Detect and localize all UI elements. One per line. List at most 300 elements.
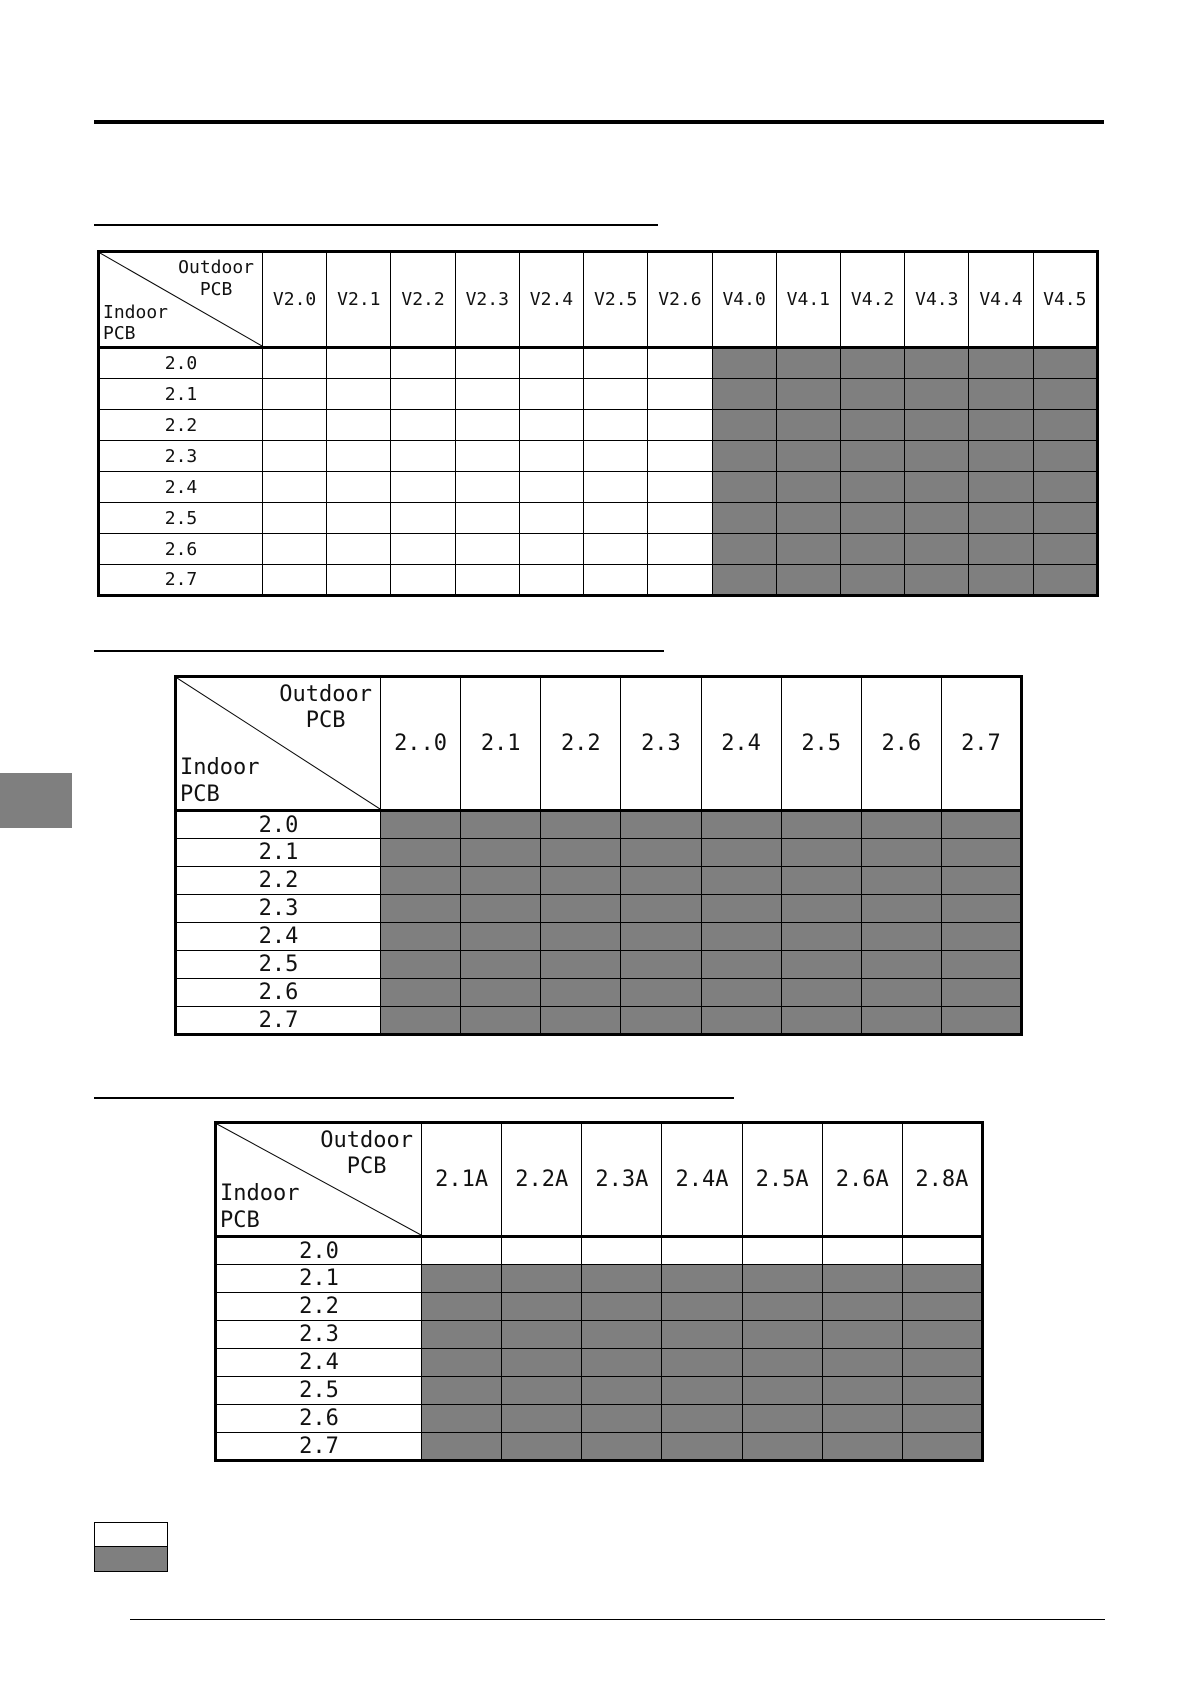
- incompatible-cell: [712, 503, 776, 534]
- compatible-cell: [584, 503, 648, 534]
- incompatible-cell: [861, 811, 941, 839]
- column-header-outdoor-version: 2.6A: [822, 1123, 902, 1237]
- incompatible-cell: [969, 379, 1033, 410]
- incompatible-cell: [1033, 441, 1097, 472]
- incompatible-cell: [776, 379, 840, 410]
- incompatible-cell: [701, 811, 781, 839]
- incompatible-cell: [1033, 410, 1097, 441]
- incompatible-cell: [712, 348, 776, 379]
- row-header-indoor-version: 2.4: [176, 923, 381, 951]
- table-row: [99, 534, 1098, 565]
- table-row: [176, 895, 1022, 923]
- incompatible-cell: [701, 839, 781, 867]
- incompatible-cell: [701, 951, 781, 979]
- incompatible-cell: [781, 811, 861, 839]
- column-header-outdoor-version: 2..0: [381, 677, 461, 811]
- incompatible-cell: [840, 565, 904, 596]
- row-header-indoor-version: 2.5: [216, 1377, 422, 1405]
- incompatible-cell: [582, 1433, 662, 1461]
- incompatible-cell: [701, 867, 781, 895]
- legend-compatible-swatch: [94, 1522, 168, 1548]
- header-rule: [94, 120, 1104, 124]
- compatible-cell: [519, 379, 583, 410]
- incompatible-cell: [712, 565, 776, 596]
- incompatible-cell: [1033, 348, 1097, 379]
- incompatible-cell: [502, 1433, 582, 1461]
- compatible-cell: [584, 410, 648, 441]
- incompatible-cell: [781, 839, 861, 867]
- column-header-outdoor-version: 2.3: [621, 677, 701, 811]
- indoor-label-line: PCB: [180, 781, 220, 807]
- incompatible-cell: [822, 1293, 902, 1321]
- compatibility-table-1: [97, 250, 1099, 597]
- outdoor-pcb-label: [320, 1128, 413, 1181]
- compatible-cell: [455, 565, 519, 596]
- indoor-label-line: PCB: [220, 1207, 260, 1233]
- incompatible-cell: [621, 923, 701, 951]
- section-3-title-underline: [94, 1097, 734, 1099]
- incompatible-cell: [422, 1321, 502, 1349]
- row-header-indoor-version: 2.5: [99, 503, 263, 534]
- incompatible-cell: [541, 979, 621, 1007]
- compatible-cell: [391, 379, 455, 410]
- incompatible-cell: [941, 1007, 1021, 1035]
- column-header-outdoor-version: V4.0: [712, 252, 776, 348]
- incompatible-cell: [712, 441, 776, 472]
- incompatible-cell: [822, 1265, 902, 1293]
- row-header-indoor-version: 2.0: [99, 348, 263, 379]
- table-row: [216, 1321, 983, 1349]
- incompatible-cell: [662, 1293, 742, 1321]
- compatible-cell: [519, 503, 583, 534]
- table-row: [176, 811, 1022, 839]
- row-header-indoor-version: 2.2: [99, 410, 263, 441]
- compatible-cell: [648, 472, 712, 503]
- row-header-indoor-version: 2.0: [216, 1237, 422, 1265]
- column-header-outdoor-version: V2.1: [327, 252, 391, 348]
- compatible-cell: [327, 565, 391, 596]
- row-header-indoor-version: 2.2: [216, 1293, 422, 1321]
- incompatible-cell: [776, 348, 840, 379]
- row-header-indoor-version: 2.3: [99, 441, 263, 472]
- incompatible-cell: [662, 1349, 742, 1377]
- column-header-outdoor-version: V2.5: [584, 252, 648, 348]
- incompatible-cell: [902, 1293, 982, 1321]
- incompatible-cell: [776, 534, 840, 565]
- table-row: [216, 1237, 983, 1265]
- incompatible-cell: [905, 348, 969, 379]
- incompatible-cell: [1033, 472, 1097, 503]
- table-row: [99, 379, 1098, 410]
- compatible-cell: [327, 441, 391, 472]
- incompatible-cell: [902, 1377, 982, 1405]
- incompatible-cell: [905, 379, 969, 410]
- incompatible-cell: [502, 1321, 582, 1349]
- legend-incompatible-swatch: [94, 1546, 168, 1572]
- column-header-outdoor-version: 2.6: [861, 677, 941, 811]
- incompatible-cell: [662, 1265, 742, 1293]
- compatible-cell: [391, 503, 455, 534]
- incompatible-cell: [662, 1321, 742, 1349]
- incompatible-cell: [541, 867, 621, 895]
- incompatible-cell: [861, 1007, 941, 1035]
- corner-header-cell: [99, 252, 263, 348]
- table-row: [99, 348, 1098, 379]
- compatible-cell: [263, 410, 327, 441]
- incompatible-cell: [776, 441, 840, 472]
- column-header-outdoor-version: 2.1: [461, 677, 541, 811]
- incompatible-cell: [905, 565, 969, 596]
- outdoor-label-line: Outdoor: [178, 257, 254, 278]
- row-header-indoor-version: 2.4: [99, 472, 263, 503]
- incompatible-cell: [969, 441, 1033, 472]
- incompatible-cell: [502, 1405, 582, 1433]
- header-row: [216, 1123, 983, 1237]
- incompatible-cell: [582, 1265, 662, 1293]
- incompatible-cell: [582, 1321, 662, 1349]
- incompatible-cell: [941, 979, 1021, 1007]
- row-header-indoor-version: 2.1: [216, 1265, 422, 1293]
- incompatible-cell: [902, 1405, 982, 1433]
- incompatible-cell: [381, 867, 461, 895]
- compatible-cell: [519, 534, 583, 565]
- chapter-side-tab: [0, 773, 72, 828]
- compatible-cell: [584, 565, 648, 596]
- column-header-outdoor-version: V4.5: [1033, 252, 1097, 348]
- incompatible-cell: [969, 534, 1033, 565]
- incompatible-cell: [776, 565, 840, 596]
- compatibility-table-2: [174, 675, 1023, 1036]
- incompatible-cell: [502, 1293, 582, 1321]
- incompatible-cell: [461, 867, 541, 895]
- column-header-outdoor-version: V2.6: [648, 252, 712, 348]
- table-row: [216, 1377, 983, 1405]
- column-header-outdoor-version: 2.4A: [662, 1123, 742, 1237]
- compatible-cell: [263, 565, 327, 596]
- incompatible-cell: [422, 1293, 502, 1321]
- incompatible-cell: [381, 811, 461, 839]
- compatible-cell: [263, 534, 327, 565]
- table-row: [176, 951, 1022, 979]
- incompatible-cell: [381, 895, 461, 923]
- compatible-cell: [822, 1237, 902, 1265]
- incompatible-cell: [621, 867, 701, 895]
- footer-rule: [130, 1619, 1105, 1620]
- compatible-cell: [327, 410, 391, 441]
- column-header-outdoor-version: 2.1A: [422, 1123, 502, 1237]
- incompatible-cell: [662, 1433, 742, 1461]
- incompatible-cell: [941, 811, 1021, 839]
- compatible-cell: [455, 410, 519, 441]
- row-header-indoor-version: 2.6: [99, 534, 263, 565]
- compatible-cell: [648, 410, 712, 441]
- header-row: [99, 252, 1098, 348]
- table-row: [176, 923, 1022, 951]
- incompatible-cell: [776, 503, 840, 534]
- incompatible-cell: [781, 867, 861, 895]
- compatible-cell: [455, 348, 519, 379]
- incompatible-cell: [461, 979, 541, 1007]
- incompatible-cell: [861, 895, 941, 923]
- compatible-cell: [902, 1237, 982, 1265]
- compatible-cell: [455, 534, 519, 565]
- incompatible-cell: [822, 1405, 902, 1433]
- incompatible-cell: [781, 895, 861, 923]
- table-row: [99, 472, 1098, 503]
- table-row: [99, 410, 1098, 441]
- incompatible-cell: [541, 811, 621, 839]
- incompatible-cell: [701, 923, 781, 951]
- indoor-pcb-label: [220, 1181, 299, 1234]
- incompatible-cell: [776, 472, 840, 503]
- indoor-label-line: Indoor: [103, 301, 169, 323]
- compatible-cell: [422, 1237, 502, 1265]
- incompatible-cell: [1033, 379, 1097, 410]
- incompatible-cell: [941, 839, 1021, 867]
- column-header-outdoor-version: V2.0: [263, 252, 327, 348]
- incompatible-cell: [422, 1405, 502, 1433]
- incompatible-cell: [822, 1349, 902, 1377]
- column-header-outdoor-version: 2.8A: [902, 1123, 982, 1237]
- outdoor-label-line: PCB: [305, 708, 346, 734]
- table-row: [176, 839, 1022, 867]
- row-header-indoor-version: 2.6: [176, 979, 381, 1007]
- incompatible-cell: [502, 1349, 582, 1377]
- incompatible-cell: [621, 811, 701, 839]
- table-row: [216, 1293, 983, 1321]
- incompatible-cell: [461, 1007, 541, 1035]
- incompatible-cell: [621, 1007, 701, 1035]
- outdoor-label-line: PCB: [346, 1154, 387, 1180]
- compatible-cell: [391, 410, 455, 441]
- column-header-outdoor-version: 2.5: [781, 677, 861, 811]
- incompatible-cell: [582, 1293, 662, 1321]
- incompatible-cell: [621, 979, 701, 1007]
- incompatible-cell: [902, 1433, 982, 1461]
- compatible-cell: [519, 441, 583, 472]
- incompatible-cell: [1033, 503, 1097, 534]
- incompatible-cell: [861, 923, 941, 951]
- compatible-cell: [582, 1237, 662, 1265]
- compatible-cell: [327, 503, 391, 534]
- incompatible-cell: [712, 379, 776, 410]
- compatible-cell: [584, 472, 648, 503]
- compatible-cell: [263, 472, 327, 503]
- incompatible-cell: [781, 1007, 861, 1035]
- incompatible-cell: [712, 410, 776, 441]
- incompatible-cell: [742, 1321, 822, 1349]
- incompatible-cell: [969, 410, 1033, 441]
- column-header-outdoor-version: 2.2: [541, 677, 621, 811]
- column-header-outdoor-version: 2.4: [701, 677, 781, 811]
- incompatible-cell: [701, 1007, 781, 1035]
- incompatible-cell: [861, 839, 941, 867]
- table-row: [216, 1405, 983, 1433]
- compatible-cell: [391, 534, 455, 565]
- compatible-cell: [648, 348, 712, 379]
- incompatible-cell: [840, 472, 904, 503]
- row-header-indoor-version: 2.5: [176, 951, 381, 979]
- incompatible-cell: [969, 503, 1033, 534]
- indoor-pcb-label: [103, 302, 168, 345]
- incompatible-cell: [381, 951, 461, 979]
- compatible-cell: [519, 410, 583, 441]
- incompatible-cell: [541, 1007, 621, 1035]
- table-row: [99, 441, 1098, 472]
- row-header-indoor-version: 2.7: [99, 565, 263, 596]
- incompatible-cell: [381, 979, 461, 1007]
- compatible-cell: [455, 379, 519, 410]
- column-header-outdoor-version: 2.5A: [742, 1123, 822, 1237]
- incompatible-cell: [422, 1349, 502, 1377]
- compatible-cell: [662, 1237, 742, 1265]
- incompatible-cell: [662, 1405, 742, 1433]
- compatible-cell: [648, 565, 712, 596]
- incompatible-cell: [461, 811, 541, 839]
- incompatible-cell: [582, 1405, 662, 1433]
- incompatible-cell: [461, 923, 541, 951]
- incompatible-cell: [905, 441, 969, 472]
- header-row: [176, 677, 1022, 811]
- compatible-cell: [584, 441, 648, 472]
- outdoor-label-line: Outdoor: [320, 1128, 413, 1153]
- compatible-cell: [327, 472, 391, 503]
- table-row: [99, 503, 1098, 534]
- column-header-outdoor-version: 2.3A: [582, 1123, 662, 1237]
- section-1-title-underline: [94, 224, 658, 226]
- compatible-cell: [391, 472, 455, 503]
- compatible-cell: [455, 441, 519, 472]
- table-row: [216, 1265, 983, 1293]
- compatible-cell: [519, 472, 583, 503]
- column-header-outdoor-version: V2.3: [455, 252, 519, 348]
- incompatible-cell: [941, 895, 1021, 923]
- compatible-cell: [519, 565, 583, 596]
- incompatible-cell: [541, 839, 621, 867]
- incompatible-cell: [742, 1265, 822, 1293]
- outdoor-label-line: Outdoor: [279, 682, 372, 707]
- incompatible-cell: [381, 923, 461, 951]
- row-header-indoor-version: 2.3: [176, 895, 381, 923]
- incompatible-cell: [582, 1377, 662, 1405]
- incompatible-cell: [902, 1321, 982, 1349]
- compatible-cell: [502, 1237, 582, 1265]
- compatible-cell: [263, 348, 327, 379]
- compatible-cell: [327, 379, 391, 410]
- incompatible-cell: [621, 951, 701, 979]
- corner-header-cell: [176, 677, 381, 811]
- row-header-indoor-version: 2.7: [176, 1007, 381, 1035]
- column-header-outdoor-version: 2.2A: [502, 1123, 582, 1237]
- incompatible-cell: [822, 1321, 902, 1349]
- incompatible-cell: [905, 534, 969, 565]
- incompatible-cell: [969, 565, 1033, 596]
- incompatible-cell: [902, 1349, 982, 1377]
- column-header-outdoor-version: V4.2: [840, 252, 904, 348]
- column-header-outdoor-version: V4.3: [905, 252, 969, 348]
- compatible-cell: [648, 441, 712, 472]
- incompatible-cell: [840, 534, 904, 565]
- compatible-cell: [391, 348, 455, 379]
- row-header-indoor-version: 2.1: [176, 839, 381, 867]
- incompatible-cell: [861, 951, 941, 979]
- incompatible-cell: [502, 1377, 582, 1405]
- indoor-label-line: PCB: [103, 323, 136, 345]
- incompatible-cell: [541, 951, 621, 979]
- incompatible-cell: [781, 979, 861, 1007]
- compatible-cell: [648, 534, 712, 565]
- table-row: [216, 1349, 983, 1377]
- incompatible-cell: [941, 867, 1021, 895]
- incompatible-cell: [861, 867, 941, 895]
- incompatible-cell: [902, 1265, 982, 1293]
- row-header-indoor-version: 2.3: [216, 1321, 422, 1349]
- incompatible-cell: [712, 472, 776, 503]
- incompatible-cell: [969, 472, 1033, 503]
- incompatible-cell: [905, 472, 969, 503]
- incompatible-cell: [840, 379, 904, 410]
- compatible-cell: [455, 472, 519, 503]
- incompatible-cell: [1033, 565, 1097, 596]
- compatible-cell: [519, 348, 583, 379]
- column-header-outdoor-version: V4.1: [776, 252, 840, 348]
- compatible-cell: [455, 503, 519, 534]
- incompatible-cell: [621, 839, 701, 867]
- indoor-pcb-label: [180, 755, 259, 808]
- compatible-cell: [742, 1237, 822, 1265]
- incompatible-cell: [422, 1377, 502, 1405]
- incompatible-cell: [541, 923, 621, 951]
- incompatible-cell: [905, 410, 969, 441]
- incompatible-cell: [461, 839, 541, 867]
- column-header-outdoor-version: V4.4: [969, 252, 1033, 348]
- compatible-cell: [648, 503, 712, 534]
- incompatible-cell: [742, 1405, 822, 1433]
- row-header-indoor-version: 2.4: [216, 1349, 422, 1377]
- incompatible-cell: [621, 895, 701, 923]
- table-row: [216, 1433, 983, 1461]
- compatible-cell: [327, 348, 391, 379]
- incompatible-cell: [1033, 534, 1097, 565]
- compatible-cell: [263, 379, 327, 410]
- outdoor-label-line: PCB: [199, 278, 233, 300]
- compatible-cell: [584, 534, 648, 565]
- incompatible-cell: [840, 503, 904, 534]
- incompatible-cell: [381, 1007, 461, 1035]
- incompatible-cell: [422, 1433, 502, 1461]
- incompatible-cell: [712, 534, 776, 565]
- row-header-indoor-version: 2.6: [216, 1405, 422, 1433]
- incompatible-cell: [701, 895, 781, 923]
- corner-header-cell: [216, 1123, 422, 1237]
- row-header-indoor-version: 2.1: [99, 379, 263, 410]
- incompatible-cell: [861, 979, 941, 1007]
- row-header-indoor-version: 2.0: [176, 811, 381, 839]
- incompatible-cell: [776, 410, 840, 441]
- incompatible-cell: [742, 1293, 822, 1321]
- incompatible-cell: [941, 951, 1021, 979]
- incompatible-cell: [781, 951, 861, 979]
- incompatible-cell: [582, 1349, 662, 1377]
- incompatible-cell: [822, 1433, 902, 1461]
- indoor-label-line: Indoor: [180, 755, 260, 781]
- compatible-cell: [584, 348, 648, 379]
- incompatible-cell: [840, 348, 904, 379]
- incompatible-cell: [461, 895, 541, 923]
- incompatible-cell: [941, 923, 1021, 951]
- compatible-cell: [263, 503, 327, 534]
- outdoor-pcb-label: [279, 682, 372, 735]
